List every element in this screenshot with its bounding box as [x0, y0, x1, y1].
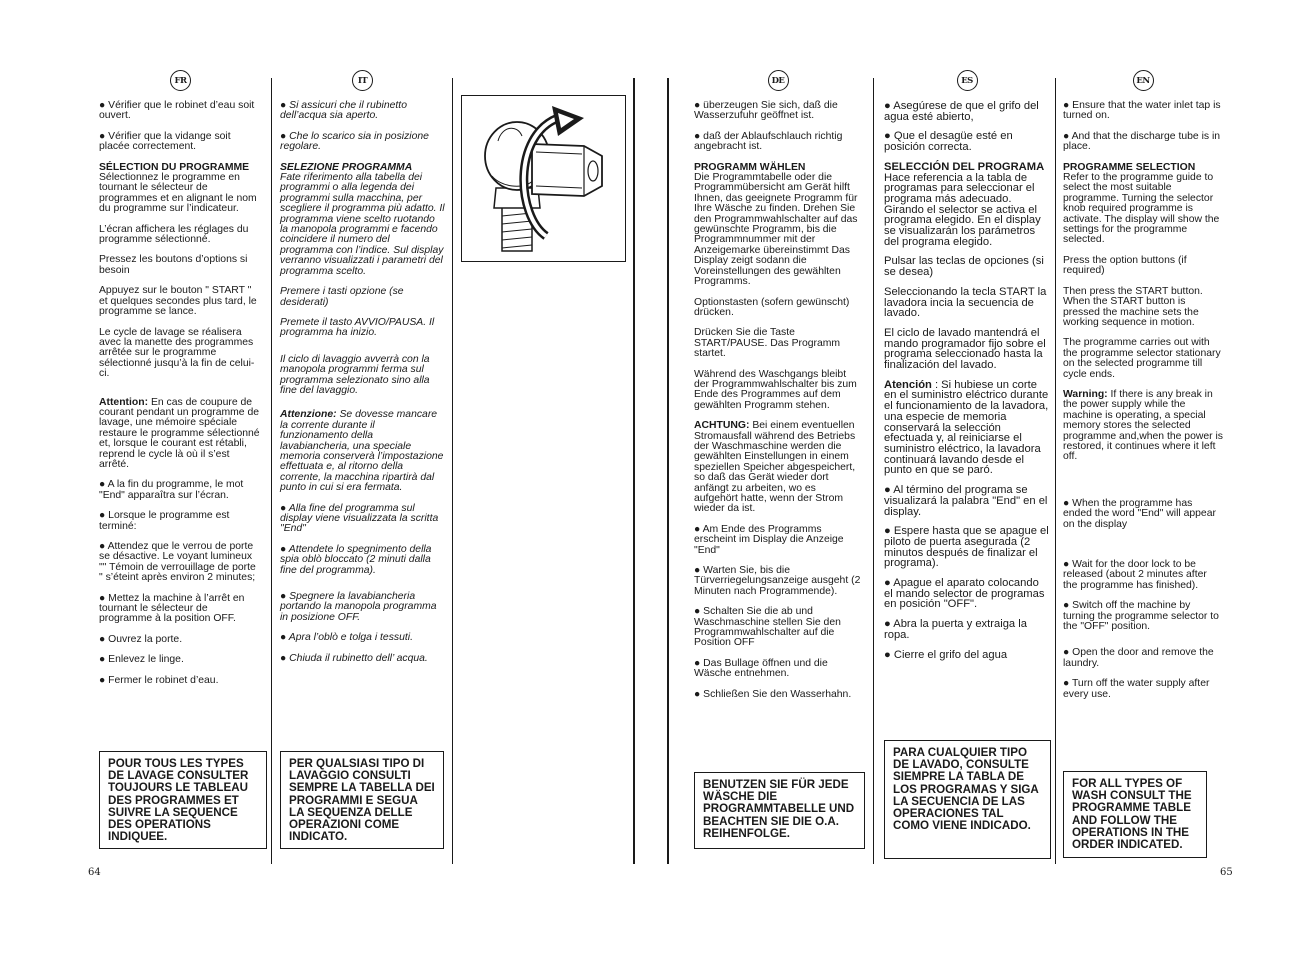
paragraph-text: ● Switch off the machine by turning the programme selector to the "OFF" position. — [1063, 600, 1219, 633]
paragraph — [280, 633, 445, 643]
paragraph — [694, 298, 862, 319]
paragraph-text: : Si hubiese un corte en el suministro eléctrico durante el funcionamiento de la lavadora, una especie de memoria conservará la selección efectuada y, al reiniciarse el suministro eléctrico, la lavadora continuará lavando desde el punto en que se paró. — [884, 378, 1049, 477]
paragraph-text: ● Ouvrez la porte. — [99, 633, 183, 645]
paragraph-text: ● When the programme has ended the word "End" will appear on the display — [1063, 497, 1216, 530]
column-divider — [271, 78, 272, 864]
warning-label: ACHTUNG: — [694, 420, 750, 432]
paragraph — [694, 370, 862, 412]
column-divider — [1055, 78, 1056, 864]
paragraph-text: L’écran affichera les réglages du programme sélectionné. — [99, 223, 249, 246]
paragraph-text: ● Enlevez le linge. — [99, 654, 184, 666]
paragraph-text: ● A la fin du programme, le mot "End" apparaîtra sur l’écran. — [99, 479, 244, 501]
warning-label: Warning: — [1063, 388, 1108, 400]
paragraph-text: Hace referencia a la tabla de programas para seleccionar el programa más adecuado. Girando el selector se activa el programa elegido. En el display se visualizarán los parámetros del programa elegido. — [884, 171, 1041, 248]
paragraph-text: ● Vérifier que le robinet d’eau soit ouvert. — [99, 100, 255, 122]
paragraph-text: ● Lorsque le programme est terminé: — [99, 510, 230, 532]
paragraph — [280, 545, 445, 576]
paragraph — [694, 421, 862, 515]
paragraph — [884, 526, 1050, 569]
paragraph-text: ● Attendez que le verrou de porte se désactive. Le voyant lumineux "" Témoin de verrouillage de porte " s’éteint après environ 2 minutes; — [99, 541, 256, 584]
paragraph — [694, 690, 862, 700]
section-heading: PROGRAMME SELECTION — [1063, 161, 1196, 173]
paragraph — [694, 163, 862, 288]
paragraph — [694, 659, 862, 680]
paragraph — [280, 355, 445, 397]
paragraph-text: Sélectionnez le programme en tournant le sélecteur de programmes et en alignant le nom du programme sur l’indicateur. — [99, 172, 257, 215]
paragraph-text: ● Das Bullage öffnen und die Wäsche entnehmen. — [694, 657, 828, 680]
paragraph-text: Premere i tasti opzione (se desiderati) — [280, 286, 404, 308]
paragraph — [99, 542, 262, 584]
text-body-en — [1063, 101, 1223, 700]
paragraph-text: Pressez les boutons d’options si besoin — [99, 254, 248, 276]
paragraph — [280, 287, 445, 308]
paragraph — [280, 132, 445, 153]
paragraph-text: ● Al término del programa se visualizará la palabra "End" en el display. — [884, 484, 1048, 518]
paragraph-text: Drücken Sie die Taste START/PAUSE. Das Programm startet. — [694, 327, 841, 360]
paragraph-text: ● Abra la puerta y extraiga la ropa. — [884, 618, 1027, 641]
paragraph-text: Während des Waschgangs bleibt der Programmwahlschalter bis zum Ende des Programmes auf dem gewählten Programm stehen. — [694, 368, 857, 411]
paragraph — [694, 525, 862, 556]
notice-box-fr: POUR TOUS LES TYPES DE LAVAGE CONSULTER TOUJOURS LE TABLEAU DES PROGRAMMES ET SUIVRE LA SEQUENCE DES OPERATIONS INDIQUEE. — [99, 751, 267, 849]
paragraph-text: ● Apague el aparato colocando el mando selector de programas en posición "OFF". — [884, 577, 1045, 611]
warning-label: Attention: — [99, 396, 149, 408]
column-divider — [873, 78, 874, 864]
notice-box-en: FOR ALL TYPES OF WASH CONSULT THE PROGRAMME TABLE AND FOLLOW THE OPERATIONS IN THE ORDER INDICATED. — [1063, 771, 1207, 858]
paragraph-text: Die Programmtabelle oder die Programmübersicht am Gerät hilft Ihnen, das geeignete Programm für Ihre Wäsche zu finden. Drehen Sie den Programmwahlschalter auf das gewünschte Programm, bis die Programmnummer mit der Anzeigemarke übereinstimmt Das Display zeigt sodann die Voreinstellungen des gewählten Programms. — [694, 172, 858, 288]
paragraph — [1063, 101, 1223, 122]
paragraph — [1063, 648, 1223, 669]
paragraph — [1063, 163, 1223, 246]
paragraph — [99, 163, 262, 215]
paragraph-text: ● Attendete lo spegnimento della spia oblò bloccato (2 minuti dalla fine del programma). — [280, 543, 432, 576]
paragraph — [884, 131, 1050, 152]
paragraph — [694, 132, 862, 153]
paragraph — [99, 328, 262, 380]
paragraph — [280, 410, 445, 493]
paragraph — [280, 654, 445, 664]
paragraph-text: The programme carries out with the programme selector stationary on the selected programme till cycle ends. — [1063, 337, 1221, 380]
paragraph-text: Optionstasten (sofern gewünscht) drücken. — [694, 296, 850, 318]
paragraph-text: ● Ensure that the water inlet tap is turned on. — [1063, 100, 1221, 122]
paragraph-text: ● Warten Sie, bis die Türverriegelungsanzeige ausgeht (2 Minuten nach Programmende). — [694, 565, 861, 597]
paragraph — [884, 101, 1050, 122]
paragraph — [694, 566, 862, 597]
paragraph — [884, 650, 1050, 661]
paragraph-text: ● überzeugen Sie sich, daß die Wasserzufuhr geöffnet ist. — [694, 100, 838, 122]
paragraph — [99, 511, 262, 532]
paragraph — [884, 287, 1050, 319]
notice-box-it: PER QUALSIASI TIPO DI LAVAGGIO CONSULTI SEMPRE LA TABELLA DEI PROGRAMMI E SEGUA LA SEQUENZA DELLE OPERAZIONI COME INDICATO. — [280, 751, 444, 849]
paragraph — [694, 328, 862, 359]
column-fr — [99, 70, 262, 696]
paragraph-text: ● Vérifier que la vidange soit placée correctement. — [99, 130, 231, 153]
paragraph-text: Le cycle de lavage se réalisera avec la manette des programmes arrêtée sur le programme sélectionné jusqu’à la fin de celui-ci. — [99, 326, 255, 380]
paragraph — [884, 380, 1050, 476]
paragraph — [884, 328, 1050, 371]
paragraph — [884, 578, 1050, 610]
column-de — [694, 70, 862, 710]
paragraph-text: Fate riferimento alla tabella dei programmi o alla legenda dei programmi sulla macchina, per scegliere il programma più adatto. Il programma viene scelto ruotando la manopola programmi e facendo coincidere il numero del programma con l’indice. Sul display verranno visualizzati i parametri del programma scelto. — [280, 172, 445, 277]
paragraph-text: ● Spegnere la lavabiancheria portando la manopola programma in posizione OFF. — [280, 591, 437, 623]
language-badge-es: ES — [957, 70, 978, 91]
text-body-it — [280, 101, 445, 664]
illustration-frame — [461, 95, 626, 262]
page-edge-line — [667, 78, 669, 864]
right-page — [654, 0, 1308, 954]
paragraph — [884, 619, 1050, 640]
paragraph — [280, 101, 445, 122]
paragraph-text: Se dovesse mancare la corrente durante il funzionamento della lavabiancheria, una speciale memoria conserverà l’impostazione effettuata e, al ritorno della corrente, la macchina ripartirà dal punto in cui si era fermata. — [280, 409, 444, 494]
paragraph-text: ● Espere hasta que se apague el piloto de puerta asegurada (2 minutos después de finalizar el programa). — [884, 525, 1049, 570]
text-body-de — [694, 101, 862, 700]
page-number-right: 65 — [1220, 867, 1233, 878]
paragraph-text: ● daß der Ablaufschlauch richtig angebracht ist. — [694, 130, 843, 153]
paragraph — [1063, 338, 1223, 380]
section-heading: PROGRAMM WÄHLEN — [694, 161, 806, 173]
paragraph — [280, 504, 445, 535]
paragraph-text: ● Si assicuri che il rubinetto dell’acqua sia aperto. — [280, 100, 407, 122]
paragraph-text: Bei einem eventuellen Stromausfall während des Betriebs der Waschmaschine werden die gewählten Einstellungen in einem speziellen Speicher abgespeichert, so daß das Gerät wieder dort anfängt zu arbeiten, wo es aufgehört hatte, wenn der Strom wieder da ist. — [694, 420, 856, 515]
paragraph-text: ● And that the discharge tube is in place. — [1063, 130, 1221, 153]
paragraph-text: Then press the START button. When the START button is pressed the machine sets the working sequence in motion. — [1063, 285, 1203, 328]
paragraph — [1063, 601, 1223, 632]
warning-label: Atención — [884, 378, 932, 391]
paragraph-text: ● Asegúrese de que el grifo del agua esté abierto, — [884, 100, 1039, 123]
page-edge-line — [633, 78, 635, 864]
paragraph-text: ● Schließen Sie den Wasserhahn. — [694, 688, 852, 700]
paragraph — [99, 255, 262, 276]
paragraph-text: ● Turn off the water supply after every use. — [1063, 678, 1210, 700]
paragraph-text: ● Am Ende des Programms erscheint im Display die Anzeige "End" — [694, 523, 844, 556]
language-badge-en: EN — [1133, 70, 1154, 91]
section-heading: SELEZIONE PROGRAMMA — [280, 161, 413, 173]
paragraph-text: If there is any break in the power supply while the machine is operating, a special memory stores the selected programme and,when the power is restored, it continues where it left off. — [1063, 388, 1223, 463]
column-it — [280, 70, 445, 674]
paragraph — [694, 101, 862, 122]
column-divider — [452, 78, 453, 864]
water-tap-open-illustration — [462, 96, 625, 261]
paragraph-text: En cas de coupure de courant pendant un programme de lavage, une mémoire spéciale restaure le programme sélectionné et, lorsque le courant est rétabli, reprend le cycle là où il s’est arrêté. — [99, 396, 260, 470]
warning-label: Attenzione: — [280, 409, 337, 421]
paragraph — [99, 101, 262, 122]
column-en — [1063, 70, 1223, 710]
paragraph-text: Pulsar las teclas de opciones (si se desea) — [884, 255, 1044, 279]
notice-box-es: PARA CUALQUIER TIPO DE LAVADO, CONSULTE SIEMPRE LA TABLA DE LOS PROGRAMAS Y SIGA LA SECUENCIA DE LAS OPERACIONES TAL COMO VIENE INDICADO. — [884, 740, 1051, 859]
text-body-es — [884, 101, 1050, 660]
paragraph — [884, 256, 1050, 277]
paragraph — [1063, 560, 1223, 591]
paragraph — [99, 676, 262, 686]
language-badge-it: IT — [352, 70, 373, 91]
paragraph — [99, 225, 262, 246]
paragraph — [1063, 256, 1223, 277]
paragraph-text: ● Schalten Sie die ab und Waschmaschine stellen Sie den Programmwahlschalter auf die Position OFF — [694, 606, 841, 649]
paragraph — [99, 635, 262, 645]
paragraph — [99, 655, 262, 665]
column-es — [884, 70, 1050, 669]
notice-box-de: BENUTZEN SIE FÜR JEDE WÄSCHE DIE PROGRAMMTABELLE UND BEACHTEN SIE DIE O.A. REIHENFOLGE. — [694, 772, 865, 849]
paragraph-text: ● Open the door and remove the laundry. — [1063, 647, 1214, 669]
text-body-fr — [99, 101, 262, 686]
section-heading: SÉLECTION DU PROGRAMME — [99, 161, 250, 173]
paragraph-text: Premete il tasto AVVIO/PAUSA. Il programma ha inizio. — [280, 316, 435, 339]
paragraph — [1063, 499, 1223, 530]
paragraph-text: Press the option buttons (if required) — [1063, 254, 1187, 277]
paragraph — [694, 607, 862, 649]
paragraph-text: ● Fermer le robinet d’eau. — [99, 674, 219, 686]
paragraph — [99, 480, 262, 501]
paragraph-text: ● Que el desagüe esté en posición correcta. — [884, 130, 1013, 154]
paragraph — [884, 485, 1050, 517]
paragraph-text: ● Che lo scarico sia in posizione regolare. — [280, 130, 429, 153]
paragraph-text: ● Cierre el grifo del agua — [884, 648, 1008, 661]
paragraph-text: Seleccionando la tecla START la lavadora incia la secuencia de lavado. — [884, 285, 1047, 320]
paragraph-text: El ciclo de lavado mantendrá el mando programador fijo sobre el programa seleccionado hasta la finalización del lavado. — [884, 326, 1046, 372]
paragraph — [1063, 390, 1223, 463]
paragraph — [1063, 287, 1223, 329]
paragraph — [99, 286, 262, 317]
paragraph — [280, 318, 445, 339]
paragraph-text: ● Mettez la machine à l’arrêt en tournant le sélecteur de programme à la position OFF. — [99, 592, 245, 625]
language-badge-fr: FR — [170, 70, 191, 91]
paragraph — [1063, 132, 1223, 153]
paragraph — [1063, 679, 1223, 700]
page-number-left: 64 — [88, 867, 101, 878]
paragraph-text: ● Wait for the door lock to be released (about 2 minutes after the programme has finished). — [1063, 559, 1207, 591]
section-heading: SELECCIÓN DEL PROGRAMA — [884, 160, 1045, 173]
paragraph-text: Appuyez sur le bouton " START " et quelques secondes plus tard, le programme se lance. — [99, 285, 257, 318]
paragraph-text: Refer to the programme guide to select the most suitable programme. Turning the selector knob required programme is activate. The display will show the settings for the programme selected. — [1063, 172, 1220, 246]
paragraph — [99, 594, 262, 625]
paragraph — [99, 398, 262, 471]
paragraph-text: ● Chiuda il rubinetto dell’ acqua. — [280, 652, 428, 664]
paragraph — [99, 132, 262, 153]
paragraph-text: ● Apra l’oblò e tolga i tessuti. — [280, 632, 413, 644]
paragraph-text: ● Alla fine del programma sul display viene visualizzata la scritta "End" — [280, 502, 439, 535]
language-badge-de: DE — [768, 70, 789, 91]
paragraph-text: Il ciclo di lavaggio avverrà con la manopola programmi ferma sul programma selezionato sino alla fine del lavaggio. — [280, 353, 430, 396]
paragraph — [280, 163, 445, 277]
paragraph — [884, 162, 1050, 248]
paragraph — [280, 592, 445, 623]
